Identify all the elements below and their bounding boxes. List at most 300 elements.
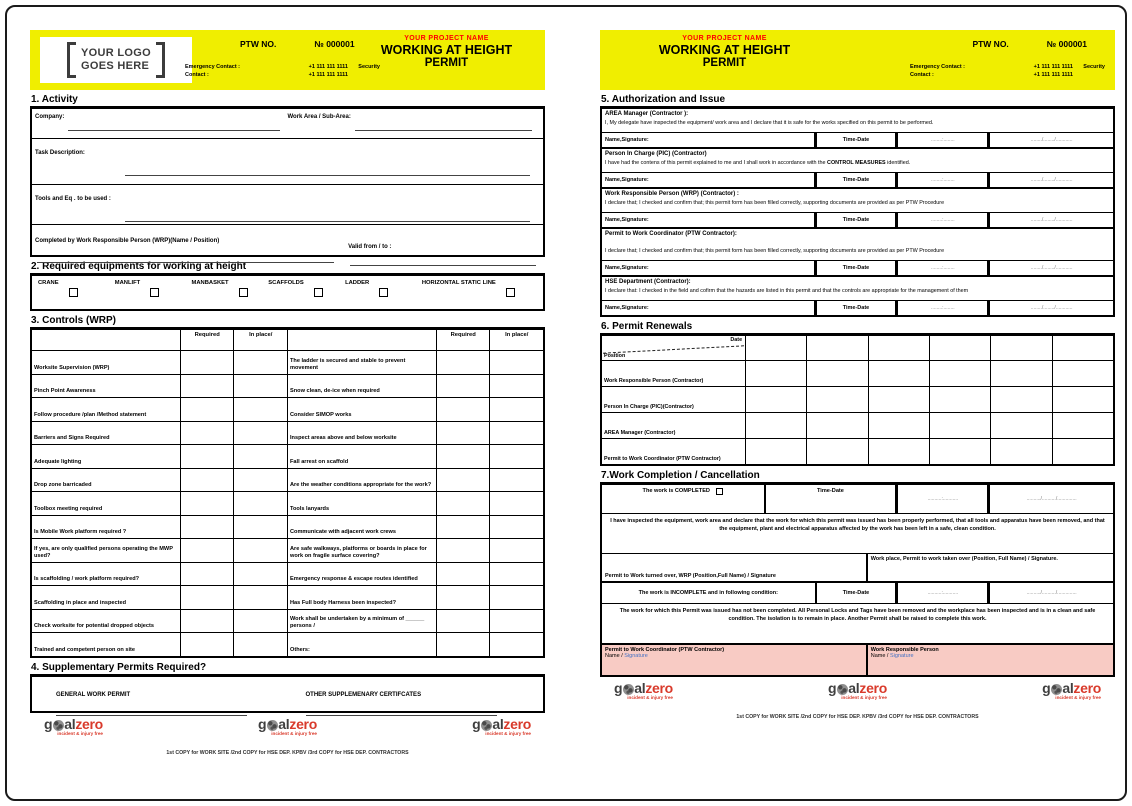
renewal-role-label: AREA Manager (Contractor) xyxy=(604,430,676,437)
control-row xyxy=(288,374,543,398)
control-row xyxy=(32,350,287,374)
required-cell[interactable] xyxy=(180,445,234,468)
completion-box xyxy=(600,483,1115,677)
auth-role: HSE Department (Contractor): xyxy=(605,279,691,286)
time-fill-cell[interactable]: ........:........ xyxy=(898,213,990,227)
control-label: Others: xyxy=(290,646,310,653)
inplace-cell[interactable] xyxy=(489,586,543,609)
signature-link[interactable]: Signature xyxy=(624,653,648,660)
task-input-line[interactable] xyxy=(125,167,530,176)
ptw-number-group xyxy=(972,39,1087,49)
renewals-header-row xyxy=(602,336,1113,360)
control-row xyxy=(32,444,287,468)
globe-icon xyxy=(1051,684,1062,695)
required-cell[interactable] xyxy=(180,539,234,562)
copy-distribution-note: 1st COPY for WORK SITE /2nd COPY for HSE DEP. KPBV /3rd COPY for HSE DEP. CONTRACTORS xyxy=(736,714,979,721)
renewal-cell[interactable] xyxy=(990,413,1051,438)
renewal-date-cell[interactable] xyxy=(1052,336,1113,360)
renewal-cell[interactable] xyxy=(1052,413,1113,438)
manbasket-label: MANBASKET xyxy=(191,280,229,286)
control-row xyxy=(32,609,287,633)
other-certificates-label: OTHER SUPPLEMENARY CERTIFCATES xyxy=(305,692,422,698)
general-permit-field xyxy=(38,683,288,709)
logo-text xyxy=(81,47,151,72)
time-date-label: Time-Date xyxy=(766,485,899,513)
name-signature-line xyxy=(871,653,1110,659)
permit-title-line2: PERMIT xyxy=(424,57,469,69)
valid-label: Valid from / to : xyxy=(348,244,392,250)
ptw-number: № 000001 xyxy=(1046,39,1087,49)
renewal-cell[interactable] xyxy=(1052,439,1113,464)
date-fill-cell[interactable]: ........../........../.............. xyxy=(1026,590,1077,597)
activity-row-completedby xyxy=(32,225,543,255)
auth-declaration xyxy=(602,286,1113,300)
goalzero-logos-row xyxy=(600,677,1115,709)
renewal-date-cell[interactable] xyxy=(745,336,806,360)
signature-row xyxy=(602,260,1113,275)
inplace-cell[interactable] xyxy=(233,610,287,633)
security-word: Security xyxy=(358,64,380,70)
company-field xyxy=(35,111,288,136)
manbasket-checkbox[interactable] xyxy=(239,288,248,297)
renewal-cell[interactable] xyxy=(1052,387,1113,412)
completed-declaration: I have inspected the equipment, work area and declare that the work for which this permit was issued has been properly performed, that all tools and apparatus have been removed, and that the equipment, plant and electrical apparatus affected by the work has been left in a safe, clean condition. xyxy=(602,513,1113,553)
required-cell[interactable] xyxy=(180,469,234,492)
completed-by-input-line[interactable] xyxy=(37,254,334,263)
time-fill-cell[interactable]: ........:........ xyxy=(898,133,990,147)
control-label: Is scaffolding / work platform required? xyxy=(34,576,140,583)
project-name: YOUR PROJECT NAME xyxy=(682,35,767,42)
name-signature-cell[interactable]: Name,Signature: xyxy=(602,173,817,187)
auth-declaration xyxy=(602,198,1113,212)
renewal-cell[interactable] xyxy=(745,439,806,464)
control-row xyxy=(288,491,543,515)
auth-declaration xyxy=(602,246,1113,260)
crane-checkbox[interactable] xyxy=(69,288,78,297)
turned-over-cell[interactable]: Permit to Work turned over, WRP (Position,Full Name) / Signature xyxy=(602,554,868,581)
control-label: Toolbox meeting required xyxy=(34,505,103,512)
time-fill-cell[interactable]: ........:........ xyxy=(898,173,990,187)
control-label: The ladder is secured and stable to prevent movement xyxy=(290,357,406,371)
required-cell[interactable] xyxy=(436,586,490,609)
ptw-coordinator-sign-cell[interactable] xyxy=(602,645,868,675)
completed-row xyxy=(602,485,1113,513)
control-row xyxy=(32,468,287,492)
control-row xyxy=(32,538,287,562)
renewals-corner-cell xyxy=(602,336,745,360)
activity-row-task xyxy=(32,139,543,185)
required-cell[interactable] xyxy=(180,351,234,374)
emergency-contact-label: Emergency Contact : xyxy=(910,64,966,70)
control-label: Inspect areas above and below worksite xyxy=(290,435,397,442)
brand-tagline: incident & injury free xyxy=(271,731,317,736)
renewal-cell[interactable] xyxy=(806,361,867,386)
control-row xyxy=(288,468,543,492)
renewal-cell[interactable] xyxy=(929,361,990,386)
inplace-cell[interactable] xyxy=(233,469,287,492)
static-line-checkbox[interactable] xyxy=(506,288,515,297)
time-fill-cell[interactable]: ..........:........... xyxy=(898,583,990,603)
signature-row xyxy=(602,132,1113,147)
auth-declaration xyxy=(602,118,1113,132)
time-date-label: Time-Date xyxy=(817,301,899,315)
renewals-row xyxy=(602,438,1113,464)
date-fill-cell[interactable]: ......../......../............ xyxy=(1030,217,1073,224)
auth-role: Person In Charge (PIC) (Contractor) xyxy=(605,151,707,158)
brand-al: al xyxy=(634,680,646,697)
brand-al: al xyxy=(64,716,76,732)
activity-box xyxy=(30,107,545,257)
inplace-cell[interactable] xyxy=(233,351,287,374)
renewal-date-cell[interactable] xyxy=(990,336,1051,360)
required-cell[interactable] xyxy=(436,539,490,562)
auth-block-hse xyxy=(602,277,1113,315)
equipment-item-manbasket xyxy=(192,280,269,297)
brand-zero: zero xyxy=(503,716,531,732)
controls-table xyxy=(30,328,545,658)
decl-text: identified. xyxy=(885,160,911,167)
renewal-date-cell[interactable] xyxy=(868,336,929,360)
required-cell[interactable] xyxy=(436,633,490,656)
renewal-cell[interactable] xyxy=(868,439,929,464)
tools-label: Tools and Eq . to be used : xyxy=(35,196,111,202)
required-cell[interactable] xyxy=(436,445,490,468)
brand-g: g xyxy=(828,680,837,697)
work-incomplete-label: The work is INCOMPLETE and in following condition: xyxy=(602,583,817,603)
globe-icon xyxy=(623,684,634,695)
inplace-cell[interactable] xyxy=(489,633,543,656)
inplace-cell[interactable] xyxy=(233,422,287,445)
signature-link[interactable]: Signature xyxy=(889,653,914,660)
contact-line xyxy=(185,71,380,79)
required-cell[interactable] xyxy=(180,516,234,539)
work-completed-label: The work is COMPLETED xyxy=(642,488,710,495)
renewal-cell[interactable] xyxy=(929,413,990,438)
task-label: Task Description: xyxy=(35,150,85,156)
control-row xyxy=(32,397,287,421)
emergency-contact-label: Emergency Contact : xyxy=(185,64,241,70)
document-frame xyxy=(5,5,1127,801)
renewal-cell[interactable] xyxy=(990,439,1051,464)
general-permit-label: GENERAL WORK PERMIT xyxy=(56,692,131,698)
company-logo xyxy=(40,37,192,83)
contact-label: Contact : xyxy=(185,72,209,79)
renewal-cell[interactable] xyxy=(868,413,929,438)
emergency-phone: +1 111 111 1111 xyxy=(1033,64,1073,70)
brand-tagline: incident & injury free xyxy=(841,695,887,701)
inplace-cell[interactable] xyxy=(489,492,543,515)
inplace-cell[interactable] xyxy=(489,610,543,633)
decl-text: I declare that; I checked and confirm that; this permit form has been filled correctly, supporting documents are provided as per PTW Procedure xyxy=(605,200,945,207)
decl-bold: CONTROL MEASURES xyxy=(827,160,886,167)
permit-page-front xyxy=(30,30,545,756)
renewals-row xyxy=(602,360,1113,386)
control-label: Are the weather conditions appropriate for the work? xyxy=(290,482,432,489)
inplace-cell[interactable] xyxy=(233,586,287,609)
renewal-cell[interactable] xyxy=(929,439,990,464)
ptw-number: № 000001 xyxy=(314,39,355,49)
manlift-label: MANLIFT xyxy=(114,280,141,286)
inplace-cell[interactable] xyxy=(233,445,287,468)
time-date-label: Time-Date xyxy=(817,213,899,227)
name-signature-cell[interactable]: Name,Signature: xyxy=(602,301,817,315)
control-row xyxy=(288,609,543,633)
activity-row-company xyxy=(32,109,543,139)
controls-header-blank xyxy=(288,330,436,350)
equipment-item-crane xyxy=(38,280,115,297)
date-fill-cell[interactable]: ......../......../............ xyxy=(1030,137,1073,144)
logo-line2: GOES HERE xyxy=(81,60,150,72)
contact-phone: +1 111 111 1111 xyxy=(1033,72,1073,79)
name-signature-cell[interactable]: Name,Signature: xyxy=(602,213,817,227)
project-name: YOUR PROJECT NAME xyxy=(404,35,489,42)
renewal-cell[interactable] xyxy=(990,361,1051,386)
required-cell[interactable] xyxy=(436,469,490,492)
emergency-contact-line xyxy=(185,63,380,71)
company-input-line[interactable] xyxy=(68,122,279,131)
renewal-cell[interactable] xyxy=(929,387,990,412)
section-4-title: 4. Supplementary Permits Required? xyxy=(30,660,545,675)
time-date-label: Time-Date xyxy=(817,173,899,187)
required-cell[interactable] xyxy=(180,422,234,445)
inplace-cell[interactable] xyxy=(233,492,287,515)
control-label: Are safe walkways, platforms or boards in place for work on fragile surface covering? xyxy=(290,545,427,559)
renewal-cell[interactable] xyxy=(990,387,1051,412)
control-label: Scaffolding in place and inspected xyxy=(34,599,127,606)
inplace-cell[interactable] xyxy=(489,516,543,539)
name-label: Name / xyxy=(870,653,890,660)
controls-left-half xyxy=(32,330,288,656)
decl-text: I declare that: I checked in the field and cofirm that the hazards are listed in this permit and that the controls are appropriate for the management of them xyxy=(605,288,969,295)
required-cell[interactable] xyxy=(180,610,234,633)
renewal-date-cell[interactable] xyxy=(806,336,867,360)
work-area-input-line[interactable] xyxy=(355,122,532,131)
renewal-cell[interactable] xyxy=(745,361,806,386)
crane-label: CRANE xyxy=(38,280,59,286)
control-row xyxy=(288,562,543,586)
authorization-box xyxy=(600,107,1115,317)
required-cell[interactable] xyxy=(436,351,490,374)
renewal-cell[interactable] xyxy=(868,387,929,412)
logo-bracket-right-icon xyxy=(156,42,165,78)
time-fill-cell[interactable]: ........:........ xyxy=(898,261,990,275)
renewal-cell[interactable] xyxy=(806,439,867,464)
control-row xyxy=(288,397,543,421)
incomplete-row xyxy=(602,581,1113,603)
brand-tagline: incident & injury free xyxy=(627,695,673,701)
logo-line1: YOUR LOGO xyxy=(81,47,151,60)
inplace-cell[interactable] xyxy=(233,375,287,398)
renewals-row xyxy=(602,412,1113,438)
control-row xyxy=(32,562,287,586)
handover-row xyxy=(602,553,1113,581)
name-signature-cell[interactable]: Name,Signature: xyxy=(602,133,817,147)
inplace-cell[interactable] xyxy=(233,516,287,539)
required-cell[interactable] xyxy=(436,610,490,633)
controls-header-row xyxy=(288,330,543,350)
security-word: Security xyxy=(1083,64,1105,70)
brand-zero: zero xyxy=(859,680,887,697)
valid-input-line[interactable] xyxy=(350,257,536,266)
decl-text: I have had the contens of this permit explained to me and I shall work in accordance with the xyxy=(605,160,828,167)
ptw-label: PTW NO. xyxy=(240,39,277,49)
control-label: Follow procedure /plan /Method statement xyxy=(34,411,147,418)
brand-al: al xyxy=(848,680,860,697)
inplace-cell[interactable] xyxy=(489,563,543,586)
work-completed-checkbox[interactable] xyxy=(716,488,723,495)
brand-zero: zero xyxy=(289,716,317,732)
renewal-cell[interactable] xyxy=(806,387,867,412)
renewals-row xyxy=(602,386,1113,412)
goalzero-logo xyxy=(828,680,887,709)
inplace-cell[interactable] xyxy=(489,351,543,374)
required-cell[interactable] xyxy=(436,375,490,398)
inplace-cell[interactable] xyxy=(489,398,543,421)
work-area-field xyxy=(288,111,541,136)
required-cell[interactable] xyxy=(180,398,234,421)
control-label: Barriers and Signs Required xyxy=(34,435,110,442)
inplace-cell[interactable] xyxy=(489,445,543,468)
required-cell[interactable] xyxy=(180,633,234,656)
permit-title-line1: WORKING AT HEIGHT xyxy=(380,43,513,57)
position-corner-label: Position xyxy=(604,353,626,360)
control-label: Check worksite for potential dropped objects xyxy=(34,623,154,630)
renewal-date-cell[interactable] xyxy=(929,336,990,360)
required-cell[interactable] xyxy=(180,563,234,586)
control-row xyxy=(32,632,287,656)
control-label: Worksite Supervision (WRP) xyxy=(34,364,110,371)
brand-g: g xyxy=(614,680,623,697)
spacer xyxy=(602,238,1113,246)
renewal-cell[interactable] xyxy=(1052,361,1113,386)
auth-block-area-manager xyxy=(602,109,1113,149)
required-cell[interactable] xyxy=(180,586,234,609)
brand-al: al xyxy=(492,716,504,732)
brand-g: g xyxy=(1042,680,1051,697)
brand-al: al xyxy=(1062,680,1074,697)
date-fill-cell[interactable]: ......../......../............ xyxy=(1030,305,1073,312)
ptw-number-group xyxy=(240,39,355,49)
decl-text: I, My delegate have inspected the equipment/ work area and I declare that it is safe for the works specified on this permit to be performed. xyxy=(605,120,934,126)
inplace-cell[interactable] xyxy=(489,539,543,562)
brand-tagline: incident & injury free xyxy=(485,731,531,736)
renewal-cell[interactable] xyxy=(806,413,867,438)
signature-row xyxy=(602,172,1113,187)
brand-zero: zero xyxy=(645,680,673,697)
other-certificates-field xyxy=(288,683,538,709)
control-row xyxy=(288,515,543,539)
control-label: Pinch Point Awareness xyxy=(34,388,96,395)
signature-row xyxy=(602,300,1113,315)
contact-phone: +1 111 111 1111 xyxy=(308,72,348,79)
control-row xyxy=(32,374,287,398)
inplace-cell[interactable] xyxy=(489,375,543,398)
required-cell[interactable] xyxy=(436,422,490,445)
required-cell[interactable] xyxy=(180,492,234,515)
inplace-col-header: In place/ xyxy=(489,330,543,350)
tools-input-line[interactable] xyxy=(125,213,530,222)
copy-distribution-note: 1st COPY for WORK SITE /2nd COPY for HSE DEP. KPBV /3rd COPY for HSE DEP. CONTRACTORS xyxy=(166,750,409,756)
logo-bracket-left-icon xyxy=(67,42,76,78)
inplace-cell[interactable] xyxy=(233,563,287,586)
taken-over-cell[interactable]: Work place, Permit to work taken over (Position, Full Name) / Signature. xyxy=(870,556,1058,563)
globe-icon xyxy=(481,720,492,731)
renewal-cell[interactable] xyxy=(745,413,806,438)
renewal-cell[interactable] xyxy=(868,361,929,386)
scaffolds-checkbox[interactable] xyxy=(314,288,323,297)
manlift-checkbox[interactable] xyxy=(150,288,159,297)
sign-role-label: Work Responsible Person xyxy=(870,647,939,654)
control-row xyxy=(32,515,287,539)
sign-role-label: Permit to Work Coordinator (PTW Contractor) xyxy=(605,647,725,654)
required-cell[interactable] xyxy=(436,492,490,515)
control-row xyxy=(32,585,287,609)
required-cell[interactable] xyxy=(436,398,490,421)
required-cell[interactable] xyxy=(180,375,234,398)
page-header xyxy=(600,30,1115,90)
control-row xyxy=(288,444,543,468)
inplace-col-header: In place/ xyxy=(233,330,287,350)
control-row xyxy=(288,632,543,656)
date-fill-cell[interactable]: ......../......../............ xyxy=(1030,177,1073,184)
goalzero-logos-row xyxy=(30,713,545,745)
activity-row-tools xyxy=(32,185,543,225)
name-label: Name / xyxy=(605,653,625,660)
auth-role: AREA Manager (Contractor ): xyxy=(605,111,689,117)
renewals-table xyxy=(600,334,1115,466)
inplace-cell[interactable] xyxy=(233,539,287,562)
name-signature-line xyxy=(605,653,863,659)
auth-block-pic xyxy=(602,149,1113,189)
permit-title-line2: PERMIT xyxy=(702,57,747,69)
control-label: Communicate with adjacent work crews xyxy=(290,529,396,536)
control-label: Has Full body Harness been inspected? xyxy=(290,599,396,606)
ladder-label: LADDER xyxy=(345,280,370,286)
inplace-cell[interactable] xyxy=(233,398,287,421)
required-cell[interactable] xyxy=(436,516,490,539)
controls-header-blank xyxy=(32,330,180,350)
inplace-cell[interactable] xyxy=(233,633,287,656)
date-corner-label: Date xyxy=(730,337,743,344)
contact-line xyxy=(910,71,1105,79)
section-3-title: 3. Controls (WRP) xyxy=(30,313,545,328)
ladder-checkbox[interactable] xyxy=(379,288,388,297)
time-fill-cell[interactable]: ..........:........... xyxy=(898,485,990,513)
time-date-label: Time-Date xyxy=(817,583,899,603)
control-label: Is Mobile Work platform required ? xyxy=(34,529,127,536)
controls-right-half xyxy=(288,330,543,656)
control-label: Trained and competent person on site xyxy=(34,646,136,653)
control-label: Fall arrest on scaffold xyxy=(290,458,349,465)
equipment-box xyxy=(30,274,545,311)
renewal-cell[interactable] xyxy=(745,387,806,412)
globe-icon xyxy=(837,684,848,695)
wrp-sign-cell[interactable] xyxy=(868,645,1113,675)
time-date-label: Time-Date xyxy=(817,133,899,147)
auth-block-ptw-coordinator xyxy=(602,229,1113,277)
date-fill-cell[interactable]: ......../......../............ xyxy=(1030,265,1073,272)
required-col-header: Required xyxy=(180,330,234,350)
inplace-cell[interactable] xyxy=(489,469,543,492)
time-fill-cell[interactable]: ........:........ xyxy=(898,301,990,315)
control-row xyxy=(288,538,543,562)
required-cell[interactable] xyxy=(436,563,490,586)
date-fill-cell[interactable]: ........../........../.............. xyxy=(1026,496,1077,503)
permit-page-back xyxy=(600,30,1115,720)
name-signature-cell[interactable]: Name,Signature: xyxy=(602,261,817,275)
control-label: Work shall be undertaken by a minimum of ______ persons / xyxy=(290,616,425,630)
inplace-cell[interactable] xyxy=(489,422,543,445)
